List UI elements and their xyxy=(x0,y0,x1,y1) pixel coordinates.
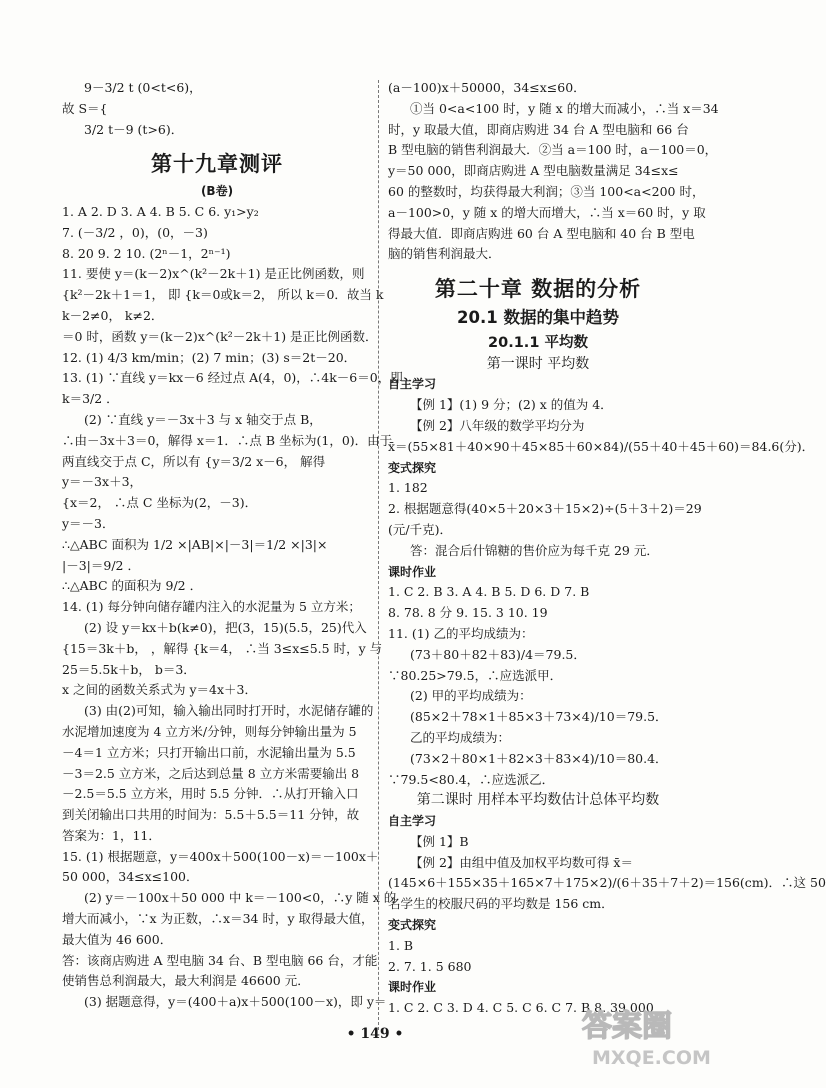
left-line-41: 答：该商店购进 A 型电脑 34 台、B 型电脑 66 台，才能 xyxy=(62,952,378,968)
right-line-33: 第二课时 用样本平均数估计总体平均数 xyxy=(416,792,660,809)
left-line-23: ∴△ABC 的面积为 9/2 ． xyxy=(62,578,203,594)
right-line-17: 变式探究 xyxy=(388,460,437,475)
right-line-25: 11. (1) 乙的平均成绩为： xyxy=(388,625,534,641)
left-line-30: 水泥增加速度为 4 立方米/分钟，则每分钟输出量为 5 xyxy=(62,723,357,739)
right-line-15: 【例 2】八年级的数学平均分为 xyxy=(410,417,585,433)
right-line-32: ∵79.5<80.4，∴应选派乙． xyxy=(388,771,555,787)
left-line-20: y＝－3． xyxy=(62,515,115,531)
left-line-27: 25＝5.5k＋b， b＝3． xyxy=(62,661,196,677)
right-line-42: 课时作业 xyxy=(388,980,437,995)
left-line-1: 故 S＝{ xyxy=(62,100,108,116)
right-line-24: 8. 78. 8 分 9. 15. 3 10. 19 xyxy=(388,605,548,621)
left-line-13: 13. (1) ∵直线 y＝kx－6 经过点 A(4，0)，∴4k－6＝0，即 xyxy=(62,370,403,386)
left-line-21: ∴△ABC 面积为 1/2 ×|AB|×|－3|＝1/2 ×|3|× xyxy=(62,536,328,552)
left-line-5: 1. A 2. D 3. A 4. B 5. C 6. y₁>y₂ xyxy=(62,203,259,219)
left-line-42: 使销售总利润最大，最大利润是 46600 元． xyxy=(62,973,310,989)
left-line-37: 50 000，34≤x≤100． xyxy=(62,869,199,885)
left-line-34: 到关闭输出口共用的时间为：5.5＋5.5＝11 分钟，故 xyxy=(62,807,360,823)
page-number: • 149 • xyxy=(346,1026,404,1042)
left-line-31: －4＝1 立方米；只打开输出口前，水泥输出量为 5.5 xyxy=(62,744,356,760)
right-line-6: a－100>0，y 随 x 的增大而增大，∴当 x＝60 时，y 取 xyxy=(388,204,706,220)
right-line-38: 名学生的校服尺码的平均数是 156 cm． xyxy=(388,896,614,912)
left-line-35: 答案为：1，11． xyxy=(62,827,161,843)
right-line-13: 自主学习 xyxy=(388,377,437,392)
left-line-29: (3) 由(2)可知，输入输出同时打开时，水泥储存罐的 xyxy=(84,703,374,719)
left-line-43: (3) 据题意得，y＝(400＋a)x＋500(100－x)，即 y＝ xyxy=(84,994,387,1010)
watermark-url: MXQE.COM xyxy=(592,1047,711,1069)
left-line-38: (2) y＝－100x＋50 000 中 k＝－100<0，∴y 随 x 的 xyxy=(84,890,397,906)
left-line-40: 最大值为 46 600． xyxy=(62,931,173,947)
right-line-12: 第一课时 平均数 xyxy=(486,355,590,372)
right-line-30: 乙的平均成绩为： xyxy=(410,729,511,745)
right-line-22: 课时作业 xyxy=(388,564,437,579)
right-line-3: B 型电脑的销售利润最大．②当 a＝100 时，a－100＝0， xyxy=(388,142,718,158)
right-line-35: 【例 1】B xyxy=(410,833,469,849)
right-line-26: (73＋80＋82＋83)/4＝79.5． xyxy=(410,646,586,662)
left-line-24: 14. (1) 每分钟向储存罐内注入的水泥量为 5 立方米； xyxy=(62,599,361,615)
left-line-18: y＝－3x＋3， xyxy=(62,474,143,490)
left-line-28: x 之间的函数关系式为 y＝4x＋3． xyxy=(62,682,258,698)
right-line-4: y＝50 000，即商店购进 A 型电脑数量满足 34≤x≤ xyxy=(388,163,679,179)
left-line-8: 11. 要使 y＝(k－2)x^(k²－2k＋1) 是正比例函数，则 xyxy=(62,266,365,282)
right-line-28: (2) 甲的平均成绩为： xyxy=(410,688,532,704)
left-line-10: k－2≠0， k≠2． xyxy=(62,307,164,323)
right-line-7: 得最大值．即商店购进 60 台 A 型电脑和 40 台 B 型电 xyxy=(388,225,695,241)
left-line-39: 增大而减小，∵x 为正数，∴x＝34 时，y 取得最大值， xyxy=(62,911,374,927)
left-line-3: 第十九章测评 xyxy=(151,152,283,177)
right-column xyxy=(388,78,826,1019)
left-line-11: ＝0 时，函数 y＝(k－2)x^(k²－2k＋1) 是正比例函数． xyxy=(62,328,378,344)
right-line-0: (a－100)x＋50000，34≤x≤60． xyxy=(388,80,586,95)
column-divider xyxy=(378,80,379,1030)
left-line-25: (2) 设 y＝kx＋b(k≠0)，把(3，15)(5.5，25)代入 xyxy=(84,619,367,635)
left-line-2: 3/2 t－9 (t>6)． xyxy=(84,121,184,137)
right-line-39: 变式探究 xyxy=(388,918,437,933)
left-line-4: (B卷) xyxy=(200,184,234,199)
right-line-16: x̄＝(55×81＋40×90＋45×85＋60×84)/(55＋40＋45＋60)＝84.6(分)． xyxy=(388,438,815,454)
left-line-12: 12. (1) 4/3 km/min；(2) 7 min；(3) s＝2t－20． xyxy=(62,349,357,365)
right-line-5: 60 的整数时，均获得最大利润；③当 100<a<200 时， xyxy=(388,183,705,199)
left-line-9: {k²－2k＋1＝1， 即 {k＝0或k＝2， 所以 k＝0．故当 k xyxy=(62,287,384,303)
left-line-19: {x＝2， ∴点 C 坐标为(2，－3)． xyxy=(62,495,258,511)
left-line-36: 15. (1) 根据题意，y＝400x＋500(100－x)＝－100x＋ xyxy=(62,848,379,864)
left-line-26: {15＝3k＋b， ，解得 {k＝4， ∴当 3≤x≤5.5 时，y 与 xyxy=(62,640,383,656)
left-line-7: 8. 20 9. 2 10. (2ⁿ－1，2ⁿ⁻¹) xyxy=(62,245,231,261)
right-line-29: (85×2＋78×1＋85×3＋73×4)/10＝79.5． xyxy=(410,709,668,725)
right-line-43: 1. C 2. C 3. D 4. C 5. C 6. C 7. B 8. 39 000 xyxy=(388,1000,654,1016)
right-line-18: 1. 182 xyxy=(388,480,428,496)
left-line-16: ∴由－3x＋3＝0，解得 x＝1．∴点 B 坐标为(1，0)．由于 xyxy=(62,432,393,448)
right-line-31: (73×2＋80×1＋82×3＋83×4)/10＝80.4． xyxy=(410,750,668,766)
right-line-2: 时，y 取最大值，即商店购进 34 台 A 型电脑和 66 台 xyxy=(388,121,689,137)
right-line-21: 答：混合后什锦糖的售价应为每千克 29 元． xyxy=(410,542,659,558)
right-line-41: 2. 7. 1. 5 680 xyxy=(388,958,472,974)
right-line-10: 20.1 数据的集中趋势 xyxy=(457,307,619,327)
left-line-15: (2) ∵直线 y＝－3x＋3 与 x 轴交于点 B， xyxy=(84,411,322,427)
left-line-14: k＝3/2 ． xyxy=(62,391,119,407)
left-line-17: 两直线交于点 C，所以有 {y＝3/2 x－6， 解得 xyxy=(62,453,326,469)
right-line-20: (元/千克)． xyxy=(388,521,452,537)
watermark-logo xyxy=(578,1002,728,1072)
right-line-37: (145×6＋155×35＋165×7＋175×2)/(6＋35＋7＋2)＝156(cm)．∴这 50 xyxy=(388,875,826,891)
right-line-11: 20.1.1 平均数 xyxy=(488,334,588,351)
right-line-9: 第二十章 数据的分析 xyxy=(434,277,642,302)
left-line-22: |－3|＝9/2 ． xyxy=(62,557,140,573)
right-line-40: 1. B xyxy=(388,937,414,953)
right-line-27: ∵80.25>79.5，∴应选派甲． xyxy=(388,667,563,683)
right-line-1: ①当 0<a<100 时，y 随 x 的增大而减小，∴当 x＝34 xyxy=(410,100,719,116)
left-line-33: －2.5＝5.5 立方米，用时 5.5 分钟．∴从打开输入口 xyxy=(62,786,359,802)
right-line-14: 【例 1】(1) 9 分；(2) x 的值为 4． xyxy=(410,397,613,413)
right-line-8: 脑的销售利润最大． xyxy=(388,246,501,262)
left-line-0: 9－3/2 t (0<t<6)， xyxy=(84,80,202,95)
watermark-text: 答案圈 xyxy=(582,1009,672,1044)
left-line-32: －3＝2.5 立方米，之后达到总量 8 立方米需要输出 8 xyxy=(62,765,360,781)
right-line-36: 【例 2】由组中值及加权平均数可得 x̄＝ xyxy=(410,854,633,870)
right-line-23: 1. C 2. B 3. A 4. B 5. D 6. D 7. B xyxy=(388,584,590,600)
right-line-19: 2. 根据题意得(40×5＋20×3＋15×2)÷(5＋3＋2)＝29 xyxy=(388,501,702,517)
right-line-34: 自主学习 xyxy=(388,814,437,829)
left-line-6: 7. (－3/2 ，0)，(0，－3) xyxy=(62,224,208,240)
